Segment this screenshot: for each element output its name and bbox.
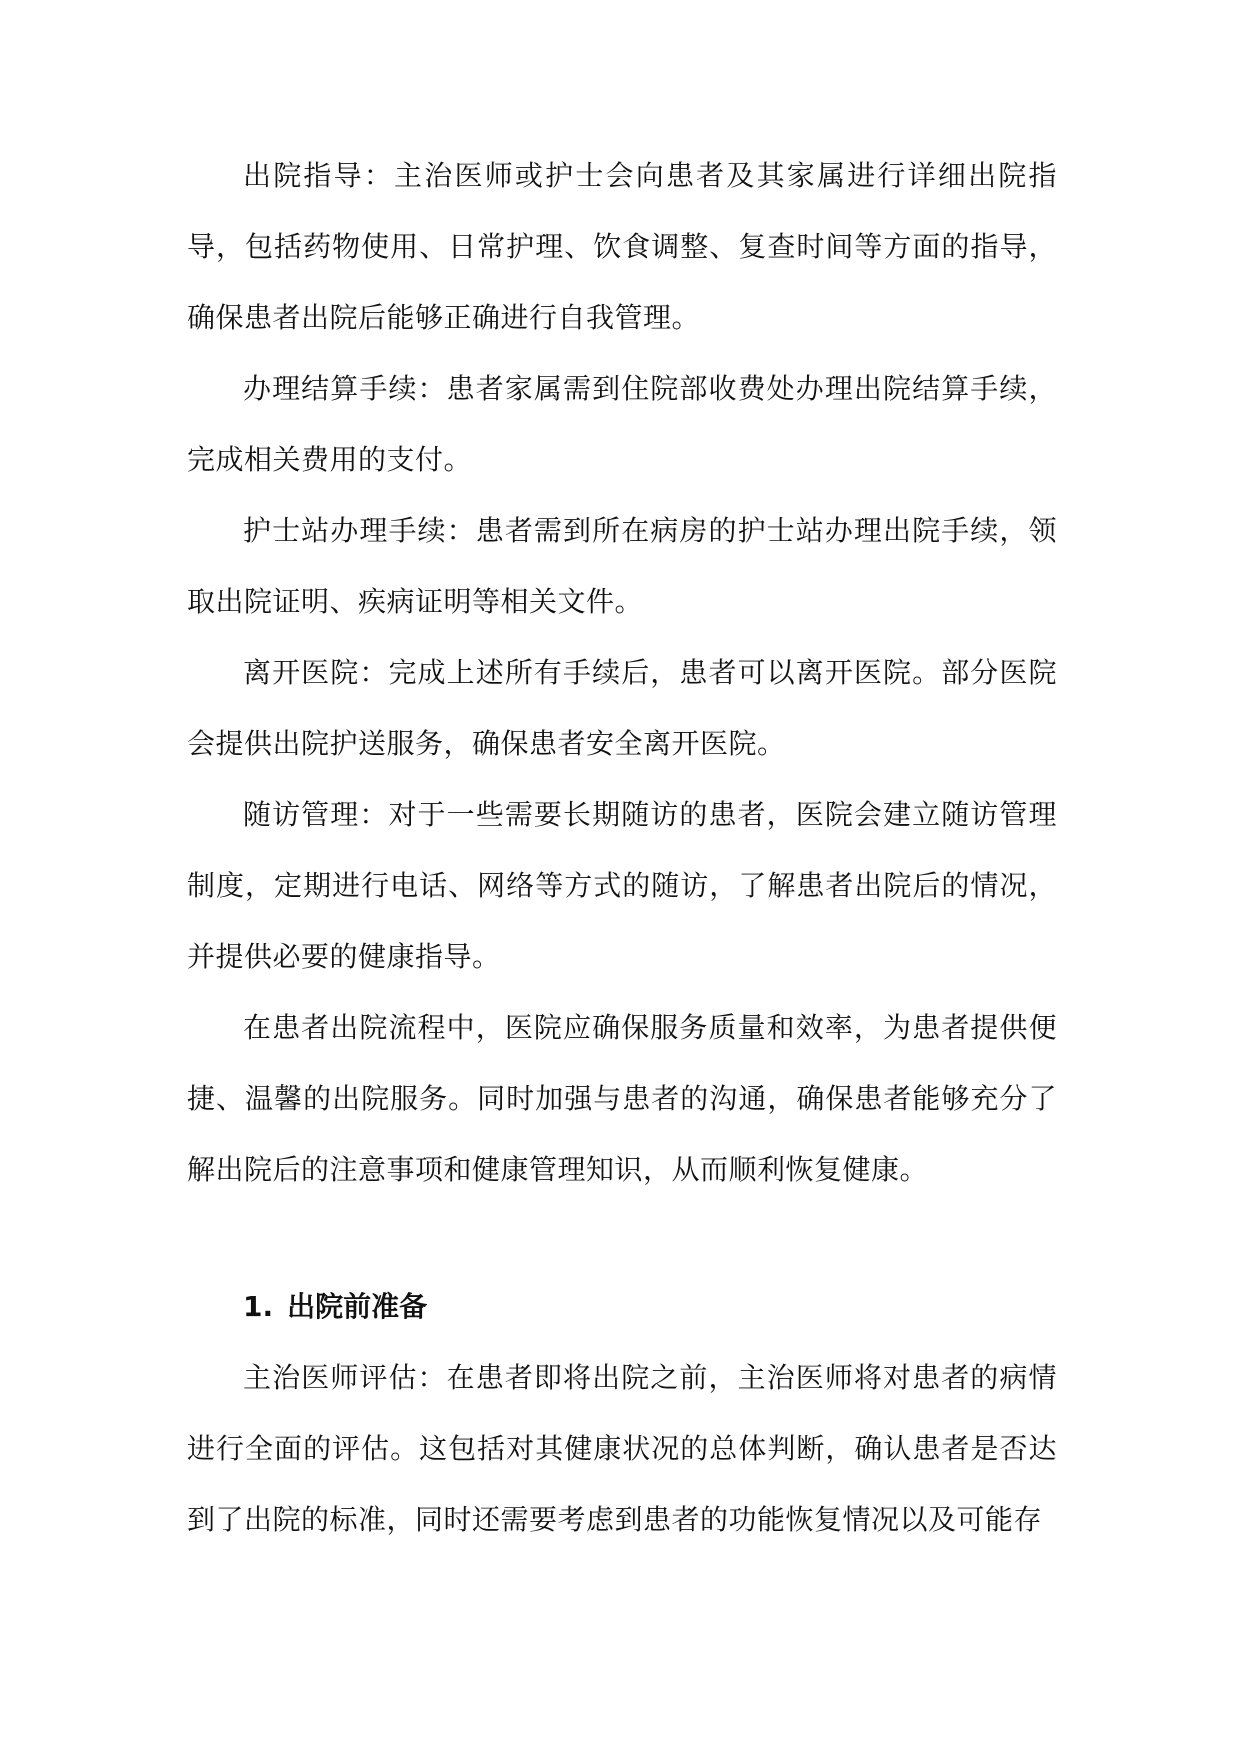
paragraph-discharge-guidance: 出院指导：主治医师或护士会向患者及其家属进行详细出院指导，包括药物使用、日常护理、饮食调整、复查时间等方面的指导，确保患者出院后能够正确进行自我管理。 [187, 159, 1057, 334]
paragraph-leave-hospital: 离开医院：完成上述所有手续后，患者可以离开医院。部分医院会提供出院护送服务，确保患者安全离开医院。 [187, 656, 1057, 760]
section-number: 1. [243, 1290, 274, 1323]
section-title: 出院前准备 [287, 1290, 428, 1323]
paragraph-follow-up: 随访管理：对于一些需要长期随访的患者，医院会建立随访管理制度，定期进行电话、网络等方式的随访，了解患者出院后的情况，并提供必要的健康指导。 [187, 798, 1057, 973]
paragraph-settlement: 办理结算手续：患者家属需到住院部收费处办理出院结算手续，完成相关费用的支付。 [187, 372, 1057, 476]
document-body [187, 140, 1057, 1555]
paragraph-physician-assessment: 主治医师评估：在患者即将出院之前，主治医师将对患者的病情进行全面的评估。这包括对其健康状况的总体判断，确认患者是否达到了出院的标准，同时还需要考虑到患者的功能恢复情况以及可能存 [187, 1361, 1057, 1536]
section-heading [187, 1271, 1057, 1342]
paragraph-summary: 在患者出院流程中，医院应确保服务质量和效率，为患者提供便捷、温馨的出院服务。同时加强与患者的沟通，确保患者能够充分了解出院后的注意事项和健康管理知识，从而顺利恢复健康。 [187, 1011, 1057, 1186]
paragraph-nurse-station: 护士站办理手续：患者需到所在病房的护士站办理出院手续，领取出院证明、疾病证明等相关文件。 [187, 514, 1057, 618]
